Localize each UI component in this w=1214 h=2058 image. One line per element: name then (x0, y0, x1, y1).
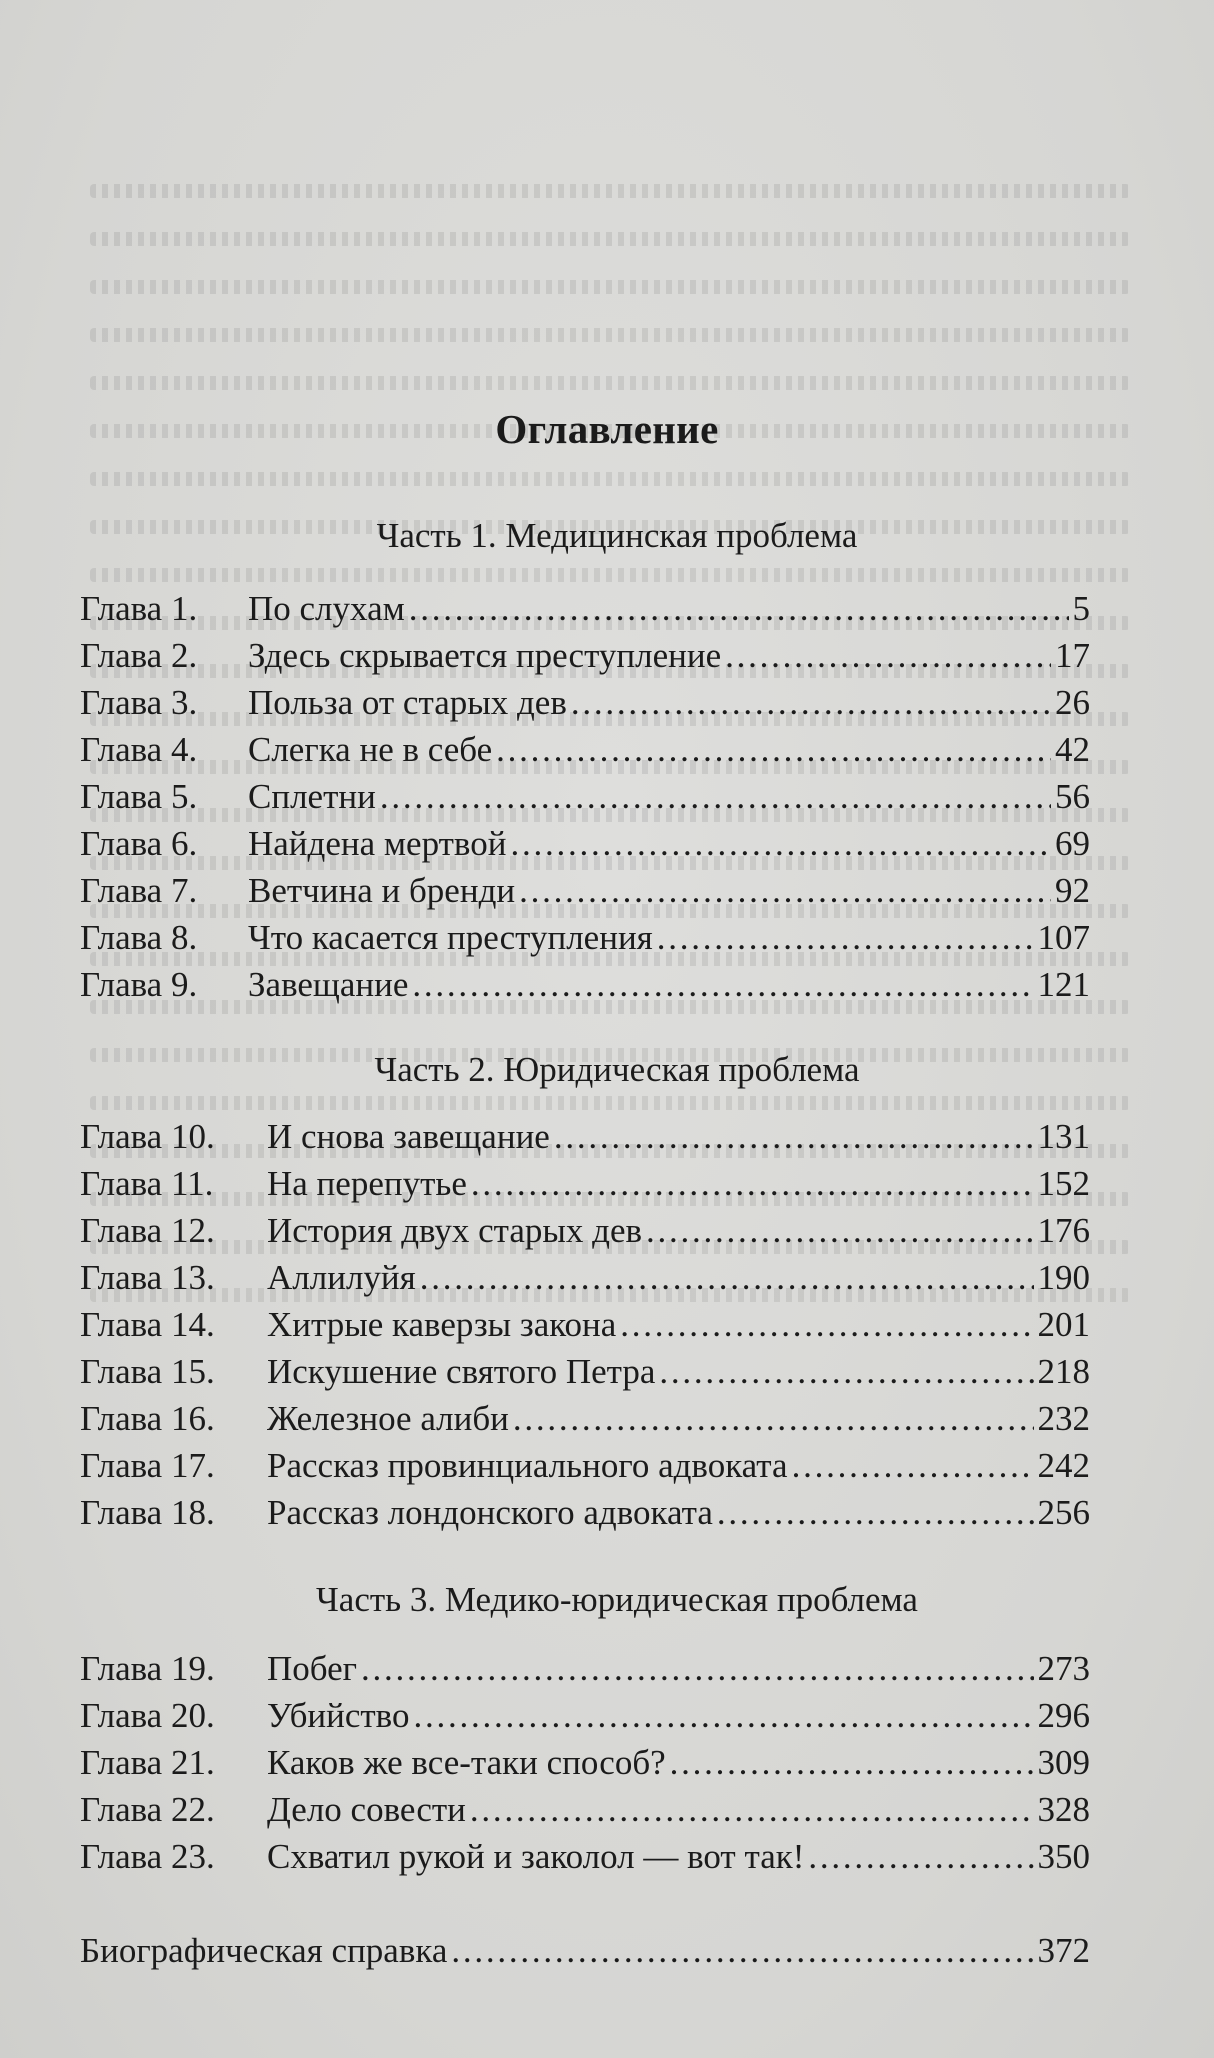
dot-leader (420, 1254, 1034, 1301)
chapter-title: История двух старых дев (267, 1211, 643, 1250)
toc-part-1 (80, 585, 1090, 1008)
chapter-number: Глава 2. (80, 636, 198, 675)
page-number: 56 (1055, 777, 1090, 816)
page-number: 218 (1037, 1352, 1090, 1391)
dot-leader (413, 1692, 1033, 1739)
toc-appendix (80, 1927, 1090, 1974)
chapter-title: Каков же все-таки способ? (267, 1743, 666, 1782)
page-number: 26 (1055, 683, 1090, 722)
chapter-title: Что касается преступления (248, 918, 653, 957)
page-number: 242 (1037, 1446, 1090, 1485)
chapter-title: Польза от старых дев (248, 683, 567, 722)
page-number: 201 (1037, 1305, 1090, 1344)
page-number: 190 (1037, 1258, 1090, 1297)
chapter-number: Глава 3. (80, 683, 198, 722)
chapter-number: Глава 5. (80, 777, 198, 816)
part-heading-3: Часть 3. Медико-юридическая проблема (316, 1580, 918, 1619)
toc-entry (80, 1160, 1090, 1207)
dot-leader (361, 1645, 1033, 1692)
chapter-number: Глава 10. (80, 1117, 215, 1156)
chapter-number: Глава 17. (80, 1446, 215, 1485)
dot-leader (646, 1207, 1033, 1254)
toc-entry (80, 679, 1090, 726)
chapter-title: Схватил рукой и заколол — вот так! (267, 1837, 805, 1876)
appendix-title: Биографическая справка (80, 1931, 448, 1970)
toc-entry (80, 1254, 1090, 1301)
toc-entry (80, 585, 1090, 632)
page-number: 42 (1055, 730, 1090, 769)
part-heading-2: Часть 2. Юридическая проблема (374, 1050, 860, 1089)
chapter-title: Слегка не в себе (248, 730, 493, 769)
dot-leader (513, 1395, 1034, 1442)
chapter-number: Глава 22. (80, 1790, 215, 1829)
toc-entry (80, 726, 1090, 773)
chapter-title: Найдена мертвой (248, 824, 507, 863)
chapter-title: Аллилуйя (267, 1258, 416, 1297)
chapter-title: Рассказ провинциального адвоката (267, 1446, 788, 1485)
toc-entry (80, 914, 1090, 961)
chapter-number: Глава 14. (80, 1305, 215, 1344)
dot-leader (792, 1442, 1034, 1489)
chapter-number: Глава 1. (80, 589, 198, 628)
toc-entry (80, 867, 1090, 914)
chapter-number: Глава 8. (80, 918, 198, 957)
dot-leader (659, 1348, 1033, 1395)
page-number: 256 (1037, 1493, 1090, 1532)
page-number: 5 (1072, 589, 1090, 628)
page-number: 372 (1037, 1931, 1090, 1970)
chapter-number: Глава 13. (80, 1258, 215, 1297)
chapter-title: Рассказ лондонского адвоката (267, 1493, 713, 1532)
dot-leader (657, 914, 1034, 961)
page-title: Оглавление (495, 406, 719, 452)
page-number: 296 (1037, 1696, 1090, 1735)
toc-entry (80, 632, 1090, 679)
chapter-number: Глава 9. (80, 965, 198, 1004)
chapter-number: Глава 16. (80, 1399, 215, 1438)
page-number: 121 (1037, 965, 1090, 1004)
toc-entry (80, 1113, 1090, 1160)
chapter-title: Сплетни (248, 777, 376, 816)
chapter-title: На перепутье (267, 1164, 467, 1203)
chapter-number: Глава 11. (80, 1164, 214, 1203)
chapter-number: Глава 23. (80, 1837, 215, 1876)
dot-leader (620, 1301, 1033, 1348)
chapter-number: Глава 12. (80, 1211, 215, 1250)
toc-entry (80, 1833, 1090, 1880)
toc-entry (80, 1489, 1090, 1536)
dot-leader (380, 773, 1051, 820)
chapter-title: Хитрые каверзы закона (267, 1305, 617, 1344)
dot-leader (670, 1739, 1034, 1786)
chapter-number: Глава 18. (80, 1493, 215, 1532)
toc-entry (80, 961, 1090, 1008)
page-number: 92 (1055, 871, 1090, 910)
chapter-number: Глава 20. (80, 1696, 215, 1735)
chapter-number: Глава 15. (80, 1352, 215, 1391)
dot-leader (725, 632, 1051, 679)
chapter-title: Железное алиби (267, 1399, 509, 1438)
dot-leader (451, 1927, 1033, 1974)
dot-leader (717, 1489, 1034, 1536)
dot-leader (554, 1113, 1034, 1160)
chapter-title: И снова завещание (267, 1117, 550, 1156)
toc-part-3 (80, 1645, 1090, 1880)
page-number: 350 (1037, 1837, 1090, 1876)
toc-entry (80, 820, 1090, 867)
chapter-number: Глава 19. (80, 1649, 215, 1688)
dot-leader (409, 585, 1069, 632)
toc-entry (80, 1786, 1090, 1833)
toc-entry (80, 1348, 1090, 1395)
chapter-number: Глава 6. (80, 824, 198, 863)
page-number: 152 (1037, 1164, 1090, 1203)
chapter-title: Искушение святого Петра (267, 1352, 656, 1391)
chapter-title: Побег (267, 1649, 358, 1688)
chapter-number: Глава 4. (80, 730, 198, 769)
chapter-title: Здесь скрывается преступление (248, 636, 722, 675)
part-heading-1: Часть 1. Медицинская проблема (376, 516, 858, 555)
page-number: 17 (1055, 636, 1090, 675)
dot-leader (808, 1833, 1033, 1880)
chapter-title: Дело совести (267, 1790, 466, 1829)
toc-entry (80, 1442, 1090, 1489)
page-number: 107 (1037, 918, 1090, 957)
toc-entry (80, 773, 1090, 820)
toc-entry (80, 1645, 1090, 1692)
page-number: 232 (1037, 1399, 1090, 1438)
chapter-title: Ветчина и бренди (248, 871, 516, 910)
dot-leader (519, 867, 1051, 914)
toc-entry (80, 1739, 1090, 1786)
page-number: 131 (1037, 1117, 1090, 1156)
toc-entry (80, 1301, 1090, 1348)
page-number: 176 (1037, 1211, 1090, 1250)
toc-entry-appendix (80, 1927, 1090, 1974)
chapter-number: Глава 7. (80, 871, 198, 910)
toc-entry (80, 1692, 1090, 1739)
chapter-number: Глава 21. (80, 1743, 215, 1782)
dot-leader (470, 1786, 1034, 1833)
dot-leader (471, 1160, 1034, 1207)
dot-leader (571, 679, 1051, 726)
chapter-title: По слухам (248, 589, 405, 628)
toc-entry (80, 1207, 1090, 1254)
chapter-title: Завещание (248, 965, 409, 1004)
page-number: 69 (1055, 824, 1090, 863)
page-number: 328 (1037, 1790, 1090, 1829)
dot-leader (496, 726, 1051, 773)
page-number: 273 (1037, 1649, 1090, 1688)
dot-leader (412, 961, 1033, 1008)
toc-part-2 (80, 1113, 1090, 1536)
chapter-title: Убийство (267, 1696, 410, 1735)
dot-leader (510, 820, 1051, 867)
page-number: 309 (1037, 1743, 1090, 1782)
toc-entry (80, 1395, 1090, 1442)
